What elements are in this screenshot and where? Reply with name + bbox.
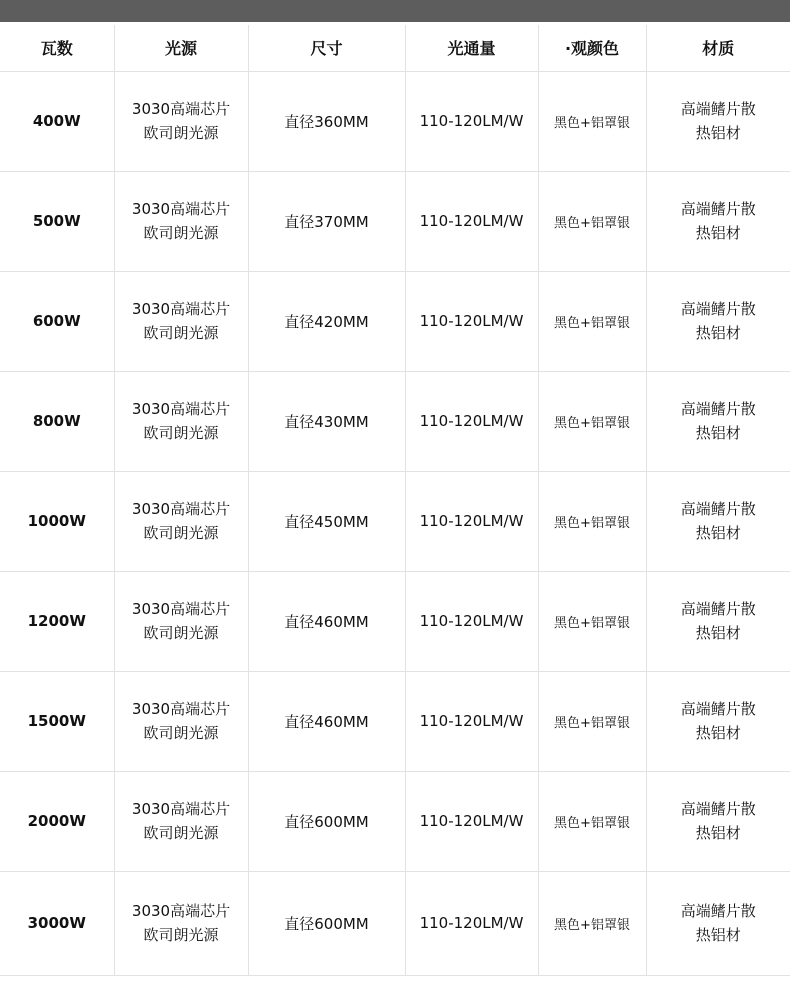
material-line-1: 高端鳍片散 — [680, 200, 756, 218]
cell-flux: 110-120LM/W — [405, 871, 538, 975]
cell-watt: 1500W — [0, 671, 114, 771]
cell-material — [646, 71, 790, 171]
cell-material — [646, 671, 790, 771]
material-line-2: 热铝材 — [695, 724, 741, 742]
material-line-2: 热铝材 — [695, 424, 741, 442]
cell-material — [646, 571, 790, 671]
cell-size: 直径360MM — [248, 71, 405, 171]
cell-material — [646, 171, 790, 271]
cell-size: 直径430MM — [248, 371, 405, 471]
source-line-1: 3030高端芯片 — [131, 400, 231, 418]
cell-color: 黑色+铝罩银 — [538, 171, 646, 271]
material-line-2: 热铝材 — [695, 224, 741, 242]
cell-color: 黑色+铝罩银 — [538, 571, 646, 671]
cell-source — [114, 671, 248, 771]
cell-size: 直径600MM — [248, 771, 405, 871]
table-row — [0, 771, 790, 871]
table-row — [0, 571, 790, 671]
cell-size: 直径600MM — [248, 871, 405, 975]
cell-flux: 110-120LM/W — [405, 271, 538, 371]
table-row — [0, 171, 790, 271]
cell-flux: 110-120LM/W — [405, 671, 538, 771]
cell-source — [114, 71, 248, 171]
header-watt: 瓦数 — [0, 25, 114, 71]
cell-source — [114, 571, 248, 671]
header-color: ·观颜色 — [538, 25, 646, 71]
cell-watt: 1000W — [0, 471, 114, 571]
material-line-1: 高端鳍片散 — [680, 400, 756, 418]
cell-flux: 110-120LM/W — [405, 571, 538, 671]
cell-watt: 400W — [0, 71, 114, 171]
cell-material — [646, 271, 790, 371]
table-row — [0, 471, 790, 571]
table-row — [0, 671, 790, 771]
material-line-1: 高端鳍片散 — [680, 600, 756, 618]
source-line-1: 3030高端芯片 — [131, 800, 231, 818]
cell-material — [646, 371, 790, 471]
source-line-2: 欧司朗光源 — [143, 624, 219, 642]
cell-watt: 1200W — [0, 571, 114, 671]
cell-source — [114, 871, 248, 975]
material-line-1: 高端鳍片散 — [680, 500, 756, 518]
spec-table — [0, 25, 790, 976]
material-line-1: 高端鳍片散 — [680, 100, 756, 118]
source-line-2: 欧司朗光源 — [143, 224, 219, 242]
cell-watt: 3000W — [0, 871, 114, 975]
cell-watt: 500W — [0, 171, 114, 271]
top-bar — [0, 0, 790, 22]
table-row — [0, 871, 790, 975]
header-size: 尺寸 — [248, 25, 405, 71]
cell-material — [646, 871, 790, 975]
table-row — [0, 371, 790, 471]
cell-size: 直径450MM — [248, 471, 405, 571]
cell-flux: 110-120LM/W — [405, 471, 538, 571]
source-line-1: 3030高端芯片 — [131, 902, 231, 920]
material-line-2: 热铝材 — [695, 926, 741, 944]
header-flux: 光通量 — [405, 25, 538, 71]
source-line-2: 欧司朗光源 — [143, 424, 219, 442]
header-source: 光源 — [114, 25, 248, 71]
cell-size: 直径370MM — [248, 171, 405, 271]
cell-flux: 110-120LM/W — [405, 171, 538, 271]
source-line-2: 欧司朗光源 — [143, 124, 219, 142]
cell-color: 黑色+铝罩银 — [538, 71, 646, 171]
cell-color: 黑色+铝罩银 — [538, 671, 646, 771]
material-line-1: 高端鳍片散 — [680, 300, 756, 318]
cell-size: 直径420MM — [248, 271, 405, 371]
cell-flux: 110-120LM/W — [405, 71, 538, 171]
cell-material — [646, 771, 790, 871]
cell-color: 黑色+铝罩银 — [538, 371, 646, 471]
cell-color: 黑色+铝罩银 — [538, 771, 646, 871]
source-line-2: 欧司朗光源 — [143, 524, 219, 542]
cell-source — [114, 271, 248, 371]
source-line-1: 3030高端芯片 — [131, 500, 231, 518]
material-line-1: 高端鳍片散 — [680, 700, 756, 718]
cell-size: 直径460MM — [248, 571, 405, 671]
source-line-1: 3030高端芯片 — [131, 100, 231, 118]
cell-flux: 110-120LM/W — [405, 771, 538, 871]
source-line-1: 3030高端芯片 — [131, 300, 231, 318]
source-line-1: 3030高端芯片 — [131, 200, 231, 218]
material-line-1: 高端鳍片散 — [680, 902, 756, 920]
cell-color: 黑色+铝罩银 — [538, 871, 646, 975]
cell-size: 直径460MM — [248, 671, 405, 771]
cell-source — [114, 171, 248, 271]
source-line-2: 欧司朗光源 — [143, 724, 219, 742]
cell-watt: 2000W — [0, 771, 114, 871]
material-line-2: 热铝材 — [695, 524, 741, 542]
table-row — [0, 71, 790, 171]
header-material: 材质 — [646, 25, 790, 71]
cell-source — [114, 771, 248, 871]
cell-color: 黑色+铝罩银 — [538, 271, 646, 371]
material-line-2: 热铝材 — [695, 624, 741, 642]
cell-source — [114, 471, 248, 571]
source-line-2: 欧司朗光源 — [143, 926, 219, 944]
material-line-2: 热铝材 — [695, 824, 741, 842]
cell-watt: 800W — [0, 371, 114, 471]
header-row — [0, 25, 790, 71]
source-line-1: 3030高端芯片 — [131, 600, 231, 618]
cell-flux: 110-120LM/W — [405, 371, 538, 471]
cell-material — [646, 471, 790, 571]
source-line-1: 3030高端芯片 — [131, 700, 231, 718]
material-line-2: 热铝材 — [695, 124, 741, 142]
cell-watt: 600W — [0, 271, 114, 371]
cell-source — [114, 371, 248, 471]
material-line-1: 高端鳍片散 — [680, 800, 756, 818]
material-line-2: 热铝材 — [695, 324, 741, 342]
table-row — [0, 271, 790, 371]
source-line-2: 欧司朗光源 — [143, 824, 219, 842]
source-line-2: 欧司朗光源 — [143, 324, 219, 342]
cell-color: 黑色+铝罩银 — [538, 471, 646, 571]
